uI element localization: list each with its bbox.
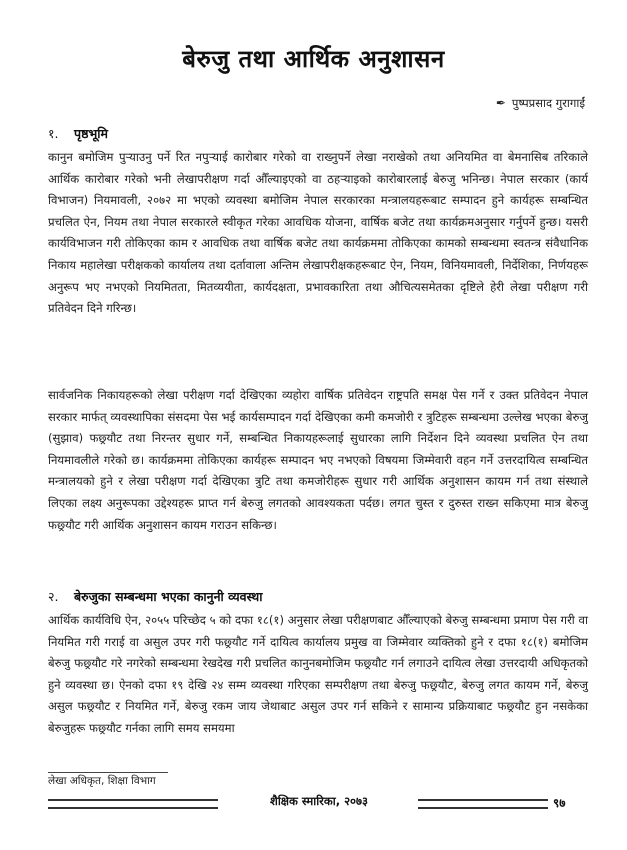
section-title: पृष्ठभूमि <box>74 126 108 141</box>
pen-icon: ✒ <box>495 96 506 110</box>
author-footnote: लेखा अधिकृत, शिक्षा विभाग <box>48 772 168 788</box>
footer-rule <box>418 799 548 809</box>
footer-rule <box>48 799 218 809</box>
section-heading-1 <box>48 125 108 142</box>
paragraph: आर्थिक कार्यविधि ऐन, २०५५ परिच्छेद ५ को दफा १८(१) अनुसार लेखा परीक्षणबाट औँल्याएको बेरुजु सम्बन्धमा प्रमाण पेस गरी वा नियमित गरी गराई वा असुल उपर गरी फछ्र्यौट गर्ने दायित्व कार्यालय प्रमुख वा जिम्मेवार व्यक्तिको हुने र दफा १८(१) बमोजिम बेरुजु फछ्र्यौट गरे नगरेको सम्बन्धमा रेखदेख गरी प्रचलित कानुनबमोजिम फछ्र्यौट गर्न लगाउने दायित्व लेखा उत्तरदायी अधिकृतको हुने व्यवस्था छ। ऐनको दफा १९ देखि २४ सम्म व्यवस्था गरिएका सम्परीक्षण तथा बेरुजु फछ्र्यौट, बेरुजु लगत कायम गर्ने, बेरुजु असुल फछ्र्यौट र नियमित गर्ने, बेरुजु रकम जाय जेथाबाट असुल उपर गर्न सकिने र सामान्य प्रक्रियाबाट फछ्र्यौट हुन नसकेका बेरुजुहरू फछ्र्यौट गर्नका लागि समय समयमा <box>48 613 588 735</box>
author-byline <box>496 96 585 111</box>
section-heading-2 <box>48 588 262 605</box>
section-title: बेरुजुका सम्बन्धमा भएका कानुनी व्यवस्था <box>74 589 263 604</box>
section-number: १. <box>48 126 59 141</box>
paragraph: कानुन बमोजिम पुऱ्याउनु पर्ने रित नपुऱ्याई कारोबार गरेको वा राख्नुपर्ने लेखा नराखेको तथा अनियमित वा बेमनासिब तरिकाले आर्थिक कारोबार गरेको भनी लेखापरीक्षण गर्दा औँल्याइएको वा ठहऱ्याइको कारोबारलाई बेरुजु भनिन्छ। नेपाल सरकार (कार्य विभाजन) नियमावली, २०७२ मा भएको व्यवस्था बमोजिम नेपाल सरकारका मन्त्रालयहरूबाट सम्पादन हुने कार्यहरू सम्बन्धित प्रचलित ऐन, नियम तथा नेपाल सरकारले स्वीकृत गरेका आवधिक योजना, वार्षिक बजेट तथा कार्यक्रमअनुसार गर्नुपर्ने हुन्छ। यसरी कार्यविभाजन गरी तोकिएका काम र आवधिक तथा वार्षिक बजेट तथा कार्यक्रममा तोकिएका कामको सम्बन्धमा स्वतन्त्र संवैधानिक निकाय महालेखा परीक्षकको कार्यालय तथा दर्तावाला अन्तिम लेखापरीक्षकहरूबाट ऐन, नियम, विनियमावली, निर्देशिका, निर्णयहरू अनुरूप भए नभएको नियमितता, मितव्ययीता, कार्यदक्षता, प्रभावकारिता तथा औचित्यसमेतका दृष्टिले हेरी लेखा परीक्षण गरी प्रतिवेदन दिने गरिन्छ। <box>48 150 588 316</box>
author-name: पुष्पप्रसाद गुरागाईं <box>511 96 585 110</box>
journal-name: शैक्षिक स्मारिका, २०७३ <box>270 794 368 808</box>
article-title: बेरुजु तथा आर्थिक अनुशासन <box>182 45 445 73</box>
section-number: २. <box>48 589 59 604</box>
page-footer <box>48 796 593 810</box>
paragraph: सार्वजनिक निकायहरूको लेखा परीक्षण गर्दा देखिएका व्यहोरा वार्षिक प्रतिवेदन राष्ट्रपति समक्ष पेस गर्ने र उक्त प्रतिवेदन नेपाल सरकार मार्फत् व्यवस्थापिका संसदमा पेस भई कार्यसम्पादन गर्दा देखिएका कमी कमजोरी र त्रुटिहरू सम्बन्धमा उल्लेख भएका बेरुजु (सुझाव) फछ्र्यौट तथा निरन्तर सुधार गर्ने, सम्बन्धित निकायहरूलाई सुधारका लागि निर्देशन दिने व्यवस्था प्रचलित ऐन तथा नियमावलीले गरेको छ। कार्यक्रममा तोकिएका कार्यहरू सम्पादन भए नभएको विषयमा जिम्मेवारी वहन गर्ने उत्तरदायित्व सम्बन्धित मन्त्रालयको हुने र लेखा परीक्षण गर्दा देखिएका त्रुटि तथा कमजोरीहरू सुधार गरी आर्थिक अनुशासन कायम गर्न तथा संस्थाले लिएका लक्ष्य अनुरूपका उद्देश्यहरू प्राप्त गर्न बेरुजु लगतको आवश्यकता पर्दछ। लगत चुस्त र दुरुस्त राख्न सकिएमा मात्र बेरुजु फछ्र्यौट गरी आर्थिक अनुशासन कायम गराउन सकिन्छ। <box>48 388 588 532</box>
page-number: ९७ <box>553 796 566 810</box>
